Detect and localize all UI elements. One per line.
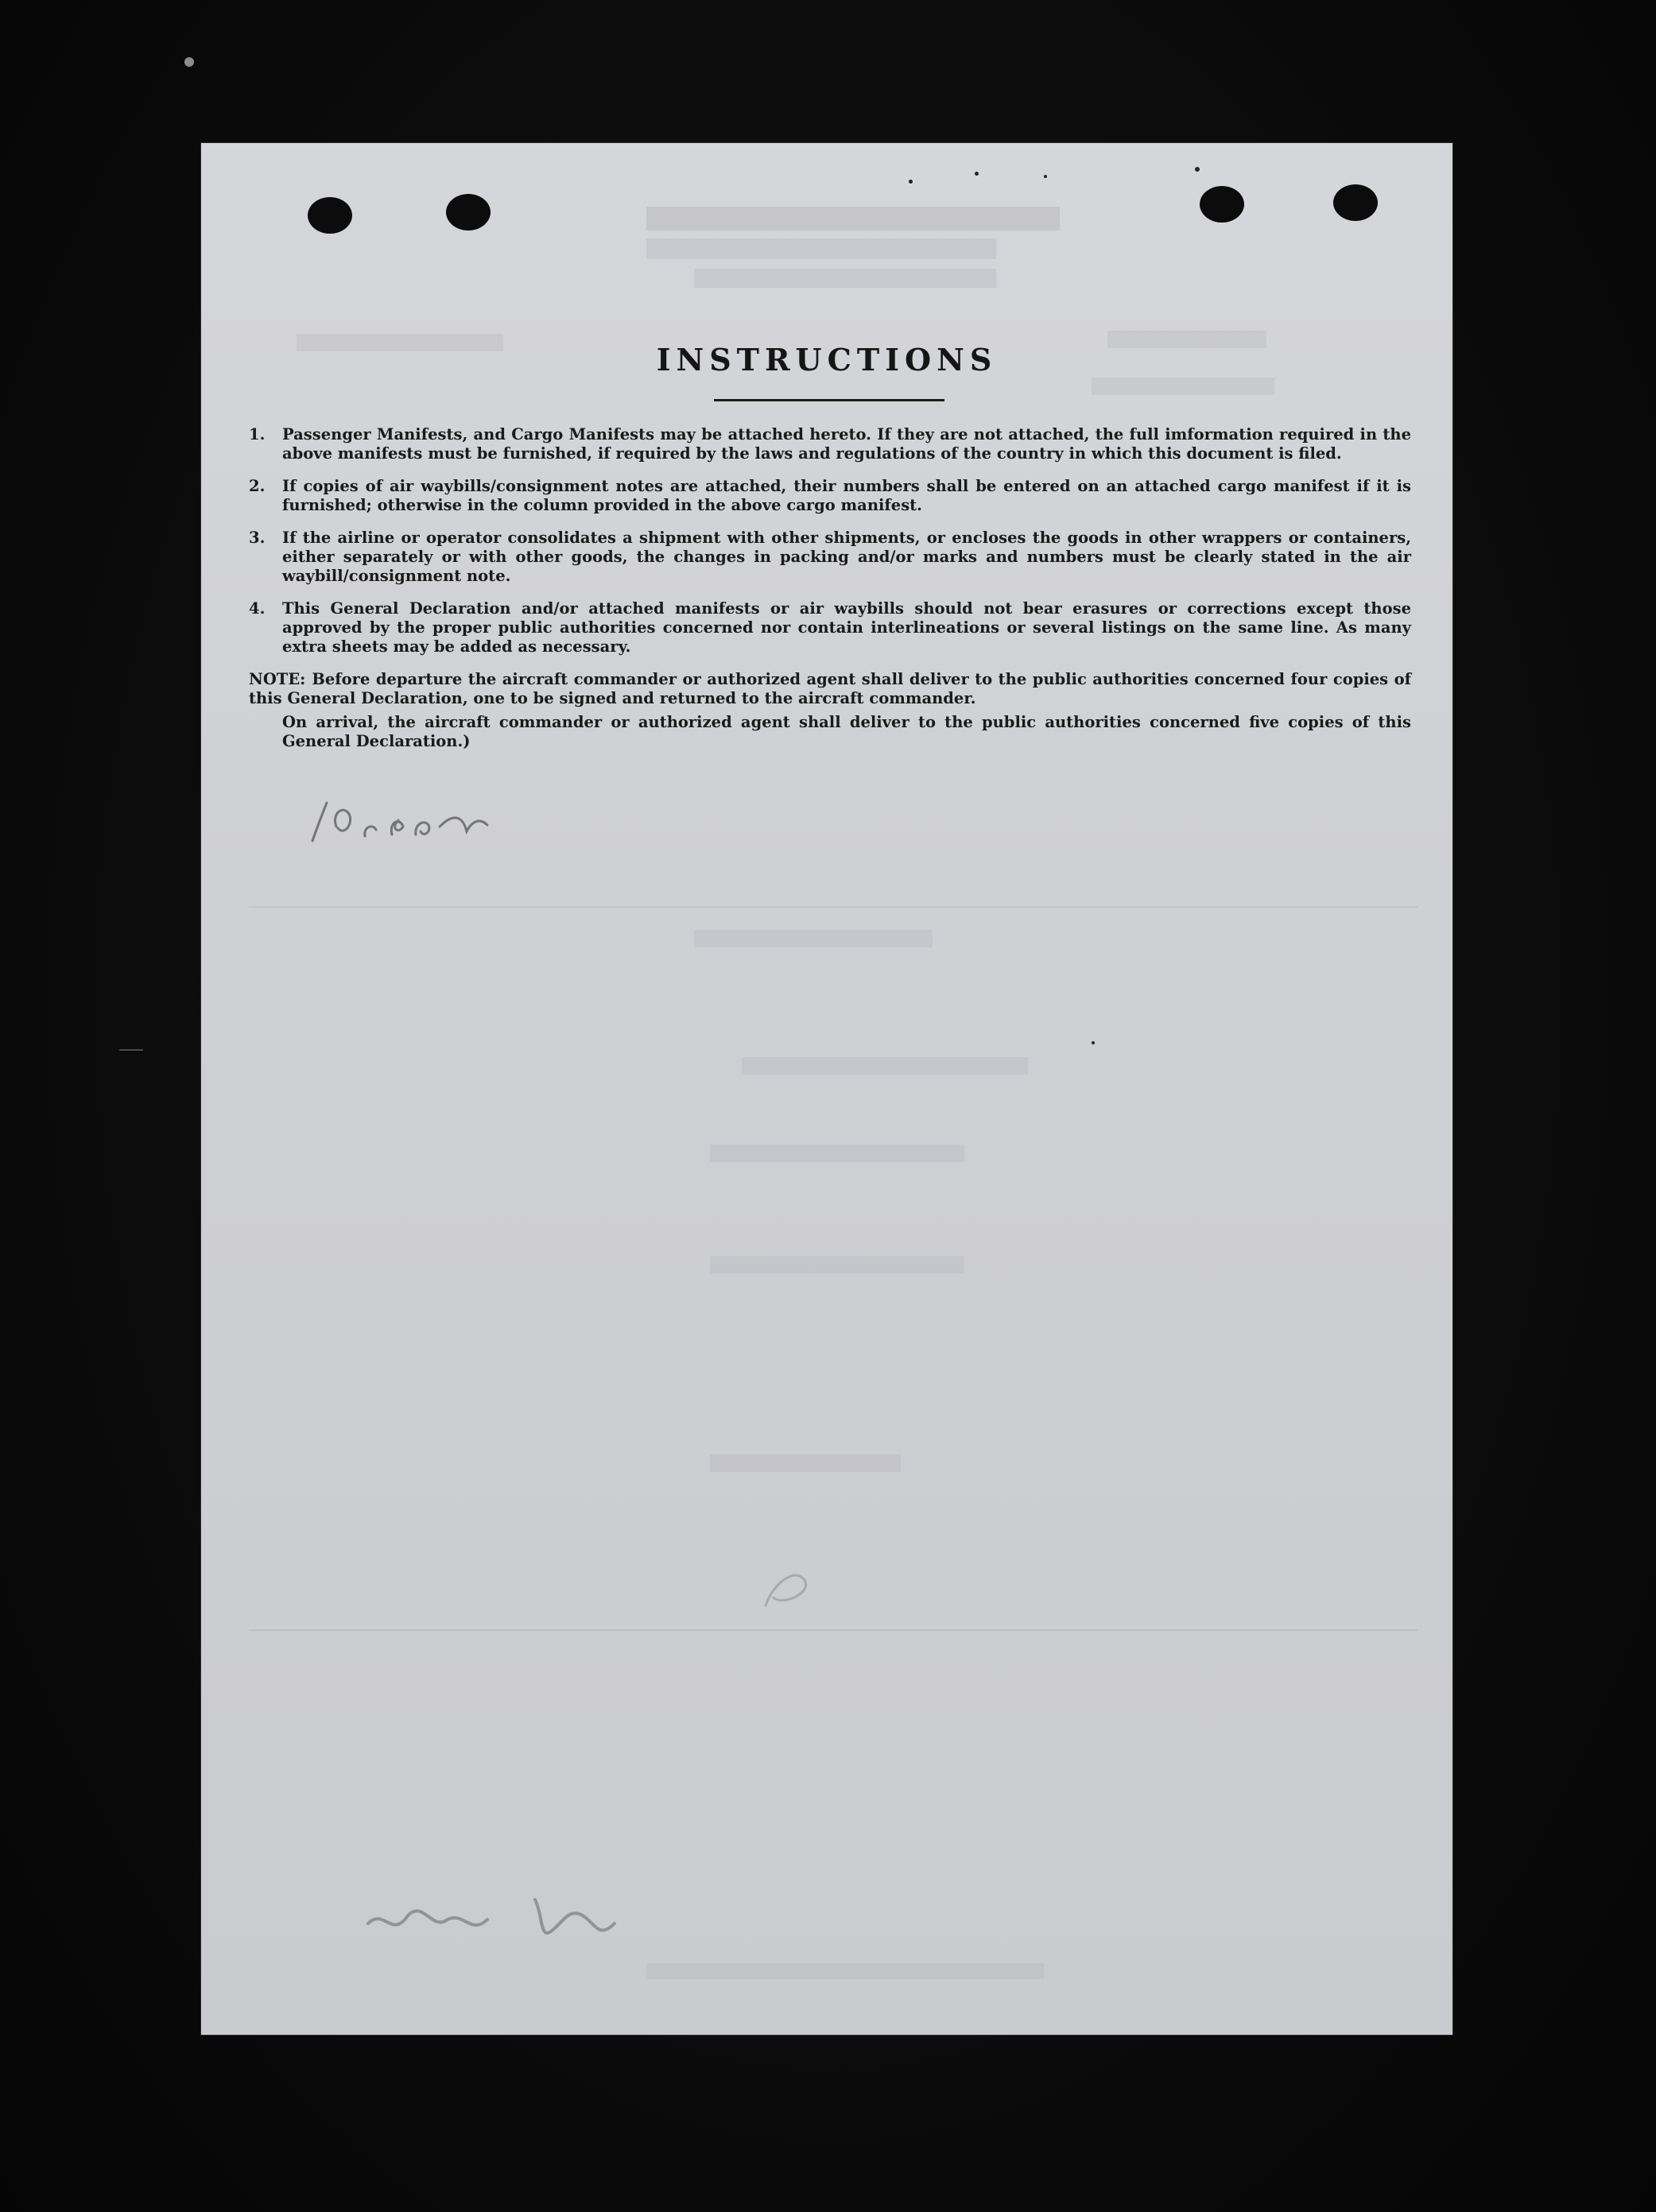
- instructions-list: [249, 425, 1411, 751]
- punch-hole-3: [1200, 186, 1244, 223]
- instruction-number: 2.: [249, 477, 266, 495]
- punch-hole-2: [446, 194, 491, 230]
- bleed-through-block: [710, 1256, 964, 1273]
- dust-speck: [1195, 167, 1200, 172]
- dust-speck: [184, 57, 194, 67]
- bleed-through-block: [646, 238, 996, 259]
- bleed-through-mark: [750, 1550, 861, 1621]
- dust-speck: [909, 180, 913, 184]
- instruction-text: This General Declaration and/or attached manifests or air waybills should not bear erasures or corrections except those approved by the proper public authorities concerned nor contain interlineations or several listings on the same line. As many extra sheets may be added as necessary.: [282, 599, 1411, 656]
- dust-speck: [119, 1049, 143, 1051]
- title-underline: [714, 399, 944, 401]
- note-text: Before departure the aircraft commander or authorized agent shall deliver to the public authorities concerned four copies of this General Declaration, one to be signed and returned to the aircraft commander.: [249, 670, 1411, 707]
- instruction-text: If the airline or operator consolidates a shipment with other shipments, or encloses the goods in other wrappers or containers, either separately or with other goods, the changes in packing and/or marks and numbers must be clearly stated in the air waybill/consignment note.: [282, 529, 1411, 585]
- instruction-item-2: [249, 477, 1411, 515]
- bleed-through-block: [646, 1963, 1044, 1979]
- punch-hole-1: [308, 197, 352, 234]
- instruction-text: Passenger Manifests, and Cargo Manifests may be attached hereto. If they are not attached, the full imformation required in the above manifests must be furnished, if required by the laws and regulations of the country in which this document is filed.: [282, 425, 1411, 463]
- instruction-number: 1.: [249, 425, 266, 444]
- punch-hole-4: [1333, 184, 1378, 221]
- document-page: [201, 143, 1452, 2035]
- dust-speck: [1044, 175, 1047, 178]
- bleed-through-block: [710, 1145, 964, 1162]
- note-arrival-paragraph: On arrival, the aircraft commander or authorized agent shall deliver to the public authorities concerned five copies of this General Declaration.): [282, 713, 1411, 750]
- instruction-text: If copies of air waybills/consignment notes are attached, their numbers shall be entered on an attached cargo manifest if it is furnished; otherwise in the column provided in the above cargo manifest.: [282, 477, 1411, 514]
- bleed-through-line: [249, 1629, 1417, 1631]
- bleed-through-signature: [360, 1876, 646, 1963]
- instruction-item-4: [249, 599, 1411, 657]
- bleed-through-block: [646, 207, 1060, 230]
- bleed-through-block: [710, 1455, 901, 1472]
- instruction-number: 4.: [249, 599, 266, 618]
- bleed-through-block: [1092, 378, 1274, 395]
- instruction-item-3: [249, 529, 1411, 586]
- bleed-through-block: [742, 1057, 1028, 1075]
- instruction-number: 3.: [249, 529, 266, 547]
- dust-speck: [1092, 1041, 1095, 1044]
- page-title: INSTRUCTIONS: [656, 342, 998, 378]
- instruction-item-1: [249, 425, 1411, 463]
- bleed-through-block: [694, 930, 933, 947]
- bleed-through-line: [249, 906, 1417, 908]
- bleed-through-block: [694, 269, 996, 288]
- note-label: NOTE:: [249, 670, 306, 688]
- note-paragraph: [249, 670, 1411, 708]
- dust-speck: [975, 172, 979, 176]
- handwritten-time-note: [297, 779, 535, 858]
